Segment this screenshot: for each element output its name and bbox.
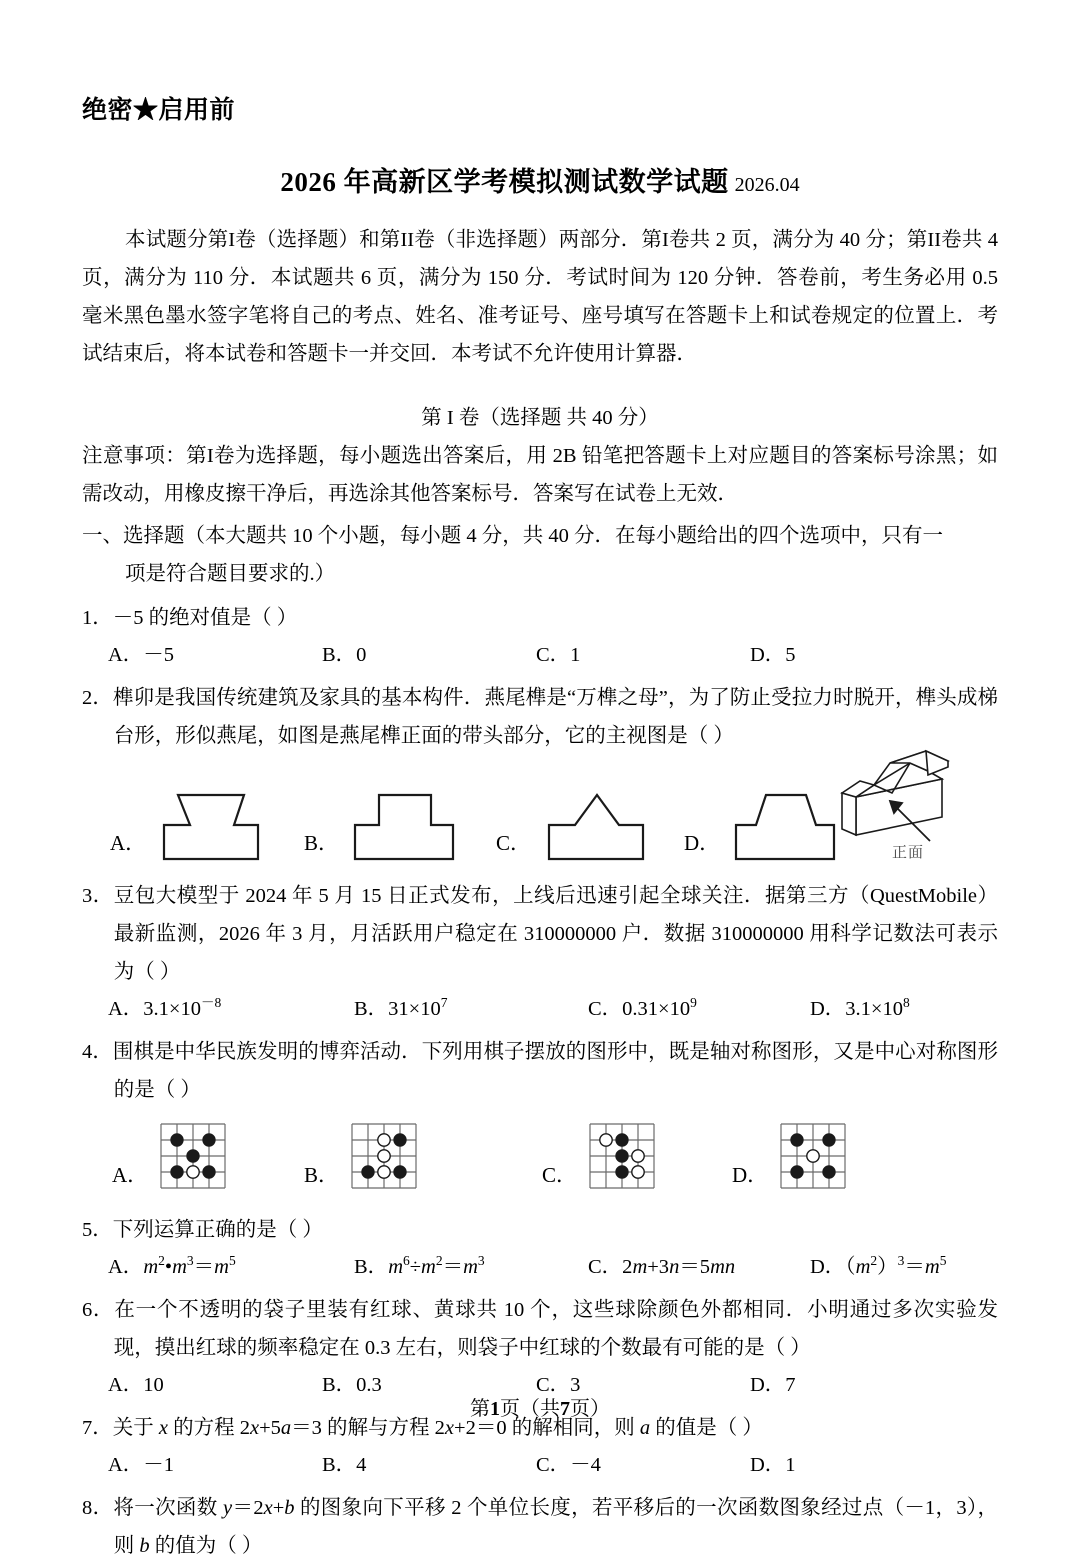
question-3-options	[82, 991, 998, 1027]
go-board-b	[347, 1119, 421, 1193]
footer-total-pages: 7	[560, 1398, 570, 1420]
board-a-label: A．	[112, 1163, 149, 1187]
board-c-label: C．	[542, 1163, 578, 1187]
option-d[interactable]: D．$3.1\times 10^8$	[810, 995, 910, 1020]
board-option-c[interactable]	[542, 1119, 659, 1193]
go-board-c	[585, 1119, 659, 1193]
page-footer	[0, 1392, 1080, 1421]
option-a[interactable]: A．－5	[108, 644, 175, 666]
board-d-label: D．	[732, 1163, 769, 1187]
question-1-options	[82, 637, 998, 673]
option-c[interactable]: C．3	[536, 1374, 581, 1396]
figure-d-label: D．	[684, 831, 721, 855]
dovetail-joint-illustration	[830, 745, 980, 871]
figure-a-label: A．	[110, 831, 147, 855]
go-board-a	[156, 1119, 230, 1193]
figure-b-label: B．	[304, 831, 340, 855]
title-date: 2026.04	[734, 174, 800, 196]
option-a[interactable]: A．$3.1\times 10^{-8}$	[108, 995, 222, 1020]
board-option-a[interactable]	[112, 1119, 230, 1193]
question-2-figures	[82, 759, 998, 871]
question-3	[82, 877, 998, 991]
part-one-heading: 第 I 卷（选择题 共 40 分）	[421, 407, 659, 429]
option-d[interactable]: D．$(m^2)^3=m^5$	[810, 1253, 947, 1278]
front-view-shape-b	[345, 785, 463, 863]
go-board-d	[776, 1119, 850, 1193]
front-view-shape-a	[152, 785, 270, 863]
intro-paragraph: 本试题分第I卷（选择题）和第II卷（非选择题）两部分．第I卷共 2 页，满分为 40 分；第II卷共 4 页，满分为 110 分．本试题共 6 页，满分为 150 分．考试时间为 120 分钟．答卷前，考生务必用 0.5 毫米黑色墨水签字笔将自己的考点、姓名、准考证号、座号填写在答题卡上和试卷规定的位置上．考试结束后，将本试卷和答题卡一并交回．本考试不允许使用计算器．	[82, 229, 998, 365]
figure-option-c[interactable]	[496, 759, 655, 871]
option-d[interactable]: D．7	[750, 1374, 796, 1396]
section-one-heading	[82, 517, 998, 593]
option-c[interactable]: C．1	[536, 644, 581, 666]
option-b[interactable]: B．0.3	[322, 1374, 382, 1396]
option-a[interactable]: A．10	[108, 1374, 164, 1396]
notice-paragraph: 注意事项：第I卷为选择题，每小题选出答案后，用 2B 铅笔把答题卡上对应题目的答案标号涂黑；如需改动，用橡皮擦干净后，再选涂其他答案标号．答案写在试卷上无效．	[82, 445, 998, 505]
option-c[interactable]: C．$0.31\times 10^9$	[588, 995, 697, 1020]
option-d[interactable]: D．1	[750, 1454, 796, 1476]
option-c[interactable]: C．－4	[536, 1454, 601, 1476]
page-content	[82, 96, 998, 1565]
question-1	[82, 599, 998, 637]
question-4-boards	[82, 1119, 998, 1205]
footer-suffix: 页）	[570, 1398, 610, 1420]
footer-prefix: 第	[470, 1398, 490, 1420]
question-2	[82, 679, 998, 755]
secret-label: 绝密★启用前	[82, 97, 236, 124]
figure-c-label: C．	[496, 831, 532, 855]
question-7-options	[82, 1447, 998, 1483]
question-4-text: 4．围棋是中华民族发明的博弈活动．下列用棋子摆放的图形中，既是轴对称图形，又是中心对称图形的是（ ）	[82, 1041, 998, 1101]
question-7-text: 7．关于 x 的方程 2x+5a＝3 的解与方程 2x+2＝0 的解相同，则 a 的值是（ ）	[82, 1417, 763, 1439]
board-option-d[interactable]	[732, 1119, 850, 1193]
front-face-caption: 正面	[892, 845, 925, 861]
section-one-line2: 项是符合题目要求的.）	[125, 563, 336, 585]
page-title	[82, 160, 998, 199]
option-b[interactable]: B．$31\times 10^7$	[354, 995, 448, 1020]
footer-page-number: 1	[490, 1398, 500, 1420]
question-5	[82, 1211, 998, 1249]
title-text: 2026 年高新区学考模拟测试数学试题	[280, 167, 729, 197]
section-one-line1: 一、选择题（本大题共 10 个小题，每小题 4 分，共 40 分．在每小题给出的四个选项中，只有一	[82, 525, 943, 547]
option-c[interactable]: C．2m+3n＝5mn	[588, 1256, 736, 1278]
question-6	[82, 1291, 998, 1367]
figure-option-d[interactable]	[684, 759, 844, 871]
question-4	[82, 1033, 998, 1109]
option-b[interactable]: B．4	[322, 1454, 367, 1476]
question-5-options	[82, 1249, 998, 1285]
option-a[interactable]: A．$m^2•m^3=m^5$	[108, 1253, 236, 1278]
question-6-text: 6．在一个不透明的袋子里装有红球、黄球共 10 个，这些球除颜色外都相同．小明通过多次实验发现，摸出红球的频率稳定在 0.3 左右，则袋子中红球的个数最有可能的是（ ）	[82, 1299, 999, 1359]
question-2-text: 2．榫卯是我国传统建筑及家具的基本构件．燕尾榫是“万榫之母”，为了防止受拉力时脱开，榫头成梯台形，形似燕尾，如图是燕尾榫正面的带头部分，它的主视图是（ ）	[82, 687, 999, 747]
question-1-text: 1．－5 的绝对值是（ ）	[82, 607, 298, 629]
question-8-text: 8．将一次函数 y＝2x+b 的图象向下平移 2 个单位长度，若平移后的一次函数图象经过点（－1，3），则 b 的值为（ ）	[82, 1497, 999, 1557]
board-option-b[interactable]	[304, 1119, 421, 1193]
footer-middle: 页（共	[500, 1398, 560, 1420]
front-view-shape-d	[726, 785, 844, 863]
option-d[interactable]: D．5	[750, 644, 796, 666]
figure-option-b[interactable]	[304, 759, 463, 871]
option-b[interactable]: B．0	[322, 644, 367, 666]
figure-option-a[interactable]	[110, 759, 270, 871]
board-b-label: B．	[304, 1163, 340, 1187]
option-b[interactable]: B．$m^6\div m^2=m^3$	[354, 1253, 485, 1278]
question-5-text: 5．下列运算正确的是（ ）	[82, 1219, 323, 1241]
option-a[interactable]: A．－1	[108, 1454, 175, 1476]
question-8	[82, 1489, 998, 1565]
front-view-shape-c	[537, 785, 655, 863]
question-3-text: 3．豆包大模型于 2024 年 5 月 15 日正式发布，上线后迅速引起全球关注．据第三方（QuestMobile）最新监测，2026 年 3 月，月活跃用户稳定在 310000000 户．数据 310000000 用科学记数法可表示为（ ）	[82, 885, 999, 983]
